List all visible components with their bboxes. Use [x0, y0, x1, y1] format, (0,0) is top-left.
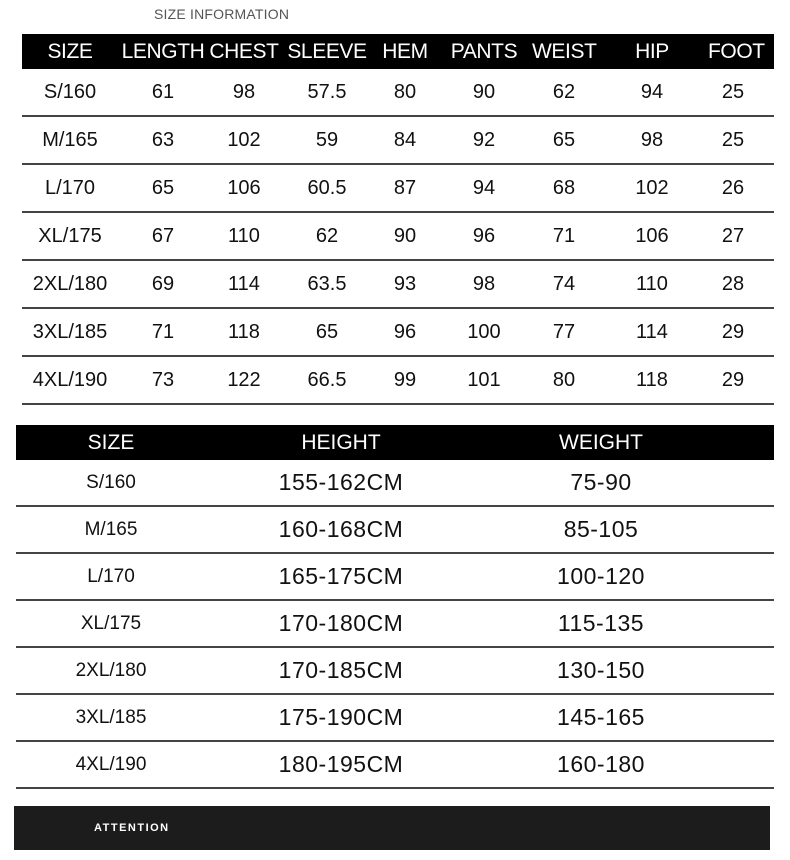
cell-size: 2XL/180 [32, 272, 108, 295]
table-row [22, 165, 774, 213]
cell-weight: 160-180 [557, 751, 645, 777]
header-chest: CHEST [209, 39, 279, 63]
cell-foot: 26 [721, 176, 745, 199]
cell-foot: 25 [721, 80, 745, 103]
cell-size: XL/175 [38, 224, 102, 247]
cell-sleeve: 66.5 [307, 368, 347, 391]
table-row [16, 648, 774, 695]
cell-length: 73 [151, 368, 175, 391]
cell-chest: 102 [227, 128, 261, 151]
cell-height: 175-190CM [278, 704, 404, 730]
cell-hem: 87 [393, 176, 417, 199]
cell-sleeve: 60.5 [307, 176, 347, 199]
cell-height: 155-162CM [278, 469, 404, 495]
cell-size: XL/175 [80, 612, 142, 634]
cell-height: 180-195CM [278, 751, 404, 777]
cell-pants: 100 [467, 320, 501, 343]
cell-hem: 99 [393, 368, 417, 391]
header-weist: WEIST [532, 39, 597, 63]
cell-hem: 93 [393, 272, 417, 295]
cell-sleeve: 59 [315, 128, 339, 151]
cell-length: 63 [151, 128, 175, 151]
cell-chest: 98 [232, 80, 256, 103]
cell-height: 170-185CM [278, 657, 404, 683]
cell-weight: 75-90 [570, 469, 632, 495]
header-foot: FOOT [708, 39, 765, 63]
table-row [16, 507, 774, 554]
table-row [16, 460, 774, 507]
cell-weist: 74 [552, 272, 576, 295]
cell-hem: 96 [393, 320, 417, 343]
table-row [22, 309, 774, 357]
cell-length: 65 [151, 176, 175, 199]
cell-height: 165-175CM [278, 563, 404, 589]
cell-size: 4XL/190 [75, 753, 147, 775]
cell-size: 3XL/185 [75, 706, 147, 728]
table-row [22, 357, 774, 405]
cell-sleeve: 62 [315, 224, 339, 247]
height-weight-table-header [16, 425, 774, 460]
cell-size: M/165 [84, 518, 138, 540]
cell-weist: 68 [552, 176, 576, 199]
cell-height: 170-180CM [278, 610, 404, 636]
table-row [16, 742, 774, 789]
cell-weist: 77 [552, 320, 576, 343]
cell-size: M/165 [42, 128, 98, 151]
cell-weist: 80 [552, 368, 576, 391]
cell-hem: 84 [393, 128, 417, 151]
cell-foot: 29 [721, 320, 745, 343]
cell-height: 160-168CM [278, 516, 404, 542]
cell-pants: 101 [467, 368, 501, 391]
cell-pants: 98 [472, 272, 496, 295]
cell-size: S/160 [43, 80, 97, 103]
cell-foot: 25 [721, 128, 745, 151]
cell-weight: 130-150 [557, 657, 645, 683]
table-row [22, 117, 774, 165]
cell-hip: 98 [640, 128, 664, 151]
cell-length: 67 [151, 224, 175, 247]
table-row [16, 695, 774, 742]
cell-hip: 106 [635, 224, 669, 247]
cell-chest: 118 [228, 320, 260, 343]
cell-pants: 90 [472, 80, 496, 103]
header-hem: HEM [382, 39, 428, 63]
header-sleeve: SLEEVE [287, 39, 367, 63]
header-size: SIZE [87, 430, 135, 454]
attention-label: ATTENTION [94, 822, 170, 834]
table-row [16, 601, 774, 648]
cell-sleeve: 57.5 [307, 80, 347, 103]
cell-length: 69 [151, 272, 175, 295]
cell-hip: 114 [636, 320, 668, 343]
cell-chest: 110 [228, 224, 260, 247]
cell-weist: 62 [552, 80, 576, 103]
header-height: HEIGHT [301, 430, 381, 454]
cell-size: L/170 [44, 176, 96, 199]
measurement-table-header [22, 34, 774, 69]
cell-weist: 71 [552, 224, 576, 247]
table-row [22, 261, 774, 309]
header-length: LENGTH [121, 39, 205, 63]
cell-weight: 145-165 [557, 704, 645, 730]
cell-weight: 100-120 [557, 563, 645, 589]
cell-hip: 118 [636, 368, 668, 391]
cell-foot: 27 [721, 224, 745, 247]
cell-chest: 106 [227, 176, 261, 199]
cell-sleeve: 63.5 [307, 272, 347, 295]
cell-hip: 102 [635, 176, 669, 199]
cell-weight: 115-135 [557, 610, 645, 636]
measurement-table [22, 34, 774, 405]
header-hip: HIP [635, 39, 669, 63]
cell-size: S/160 [86, 471, 136, 493]
header-pants: PANTS [450, 39, 518, 63]
cell-foot: 29 [721, 368, 745, 391]
table-row [16, 554, 774, 601]
cell-foot: 28 [721, 272, 745, 295]
cell-hip: 110 [636, 272, 668, 295]
cell-chest: 114 [228, 272, 260, 295]
cell-size: 3XL/185 [32, 320, 108, 343]
table-row [22, 69, 774, 117]
height-weight-table [16, 425, 774, 789]
cell-size: L/170 [87, 565, 135, 587]
cell-size: 2XL/180 [75, 659, 147, 681]
cell-sleeve: 65 [315, 320, 339, 343]
header-size: SIZE [47, 39, 93, 63]
cell-pants: 96 [472, 224, 496, 247]
cell-length: 71 [151, 320, 175, 343]
cell-weist: 65 [552, 128, 576, 151]
cell-weight: 85-105 [563, 516, 639, 542]
cell-length: 61 [151, 80, 175, 103]
cell-size: 4XL/190 [32, 368, 108, 391]
size-information-caption: SIZE INFORMATION [154, 6, 290, 22]
cell-hem: 80 [393, 80, 417, 103]
header-weight: WEIGHT [559, 430, 643, 454]
cell-pants: 92 [472, 128, 496, 151]
cell-hem: 90 [393, 224, 417, 247]
cell-hip: 94 [640, 80, 664, 103]
cell-pants: 94 [472, 176, 496, 199]
attention-banner [14, 806, 770, 850]
cell-chest: 122 [227, 368, 261, 391]
table-row [22, 213, 774, 261]
